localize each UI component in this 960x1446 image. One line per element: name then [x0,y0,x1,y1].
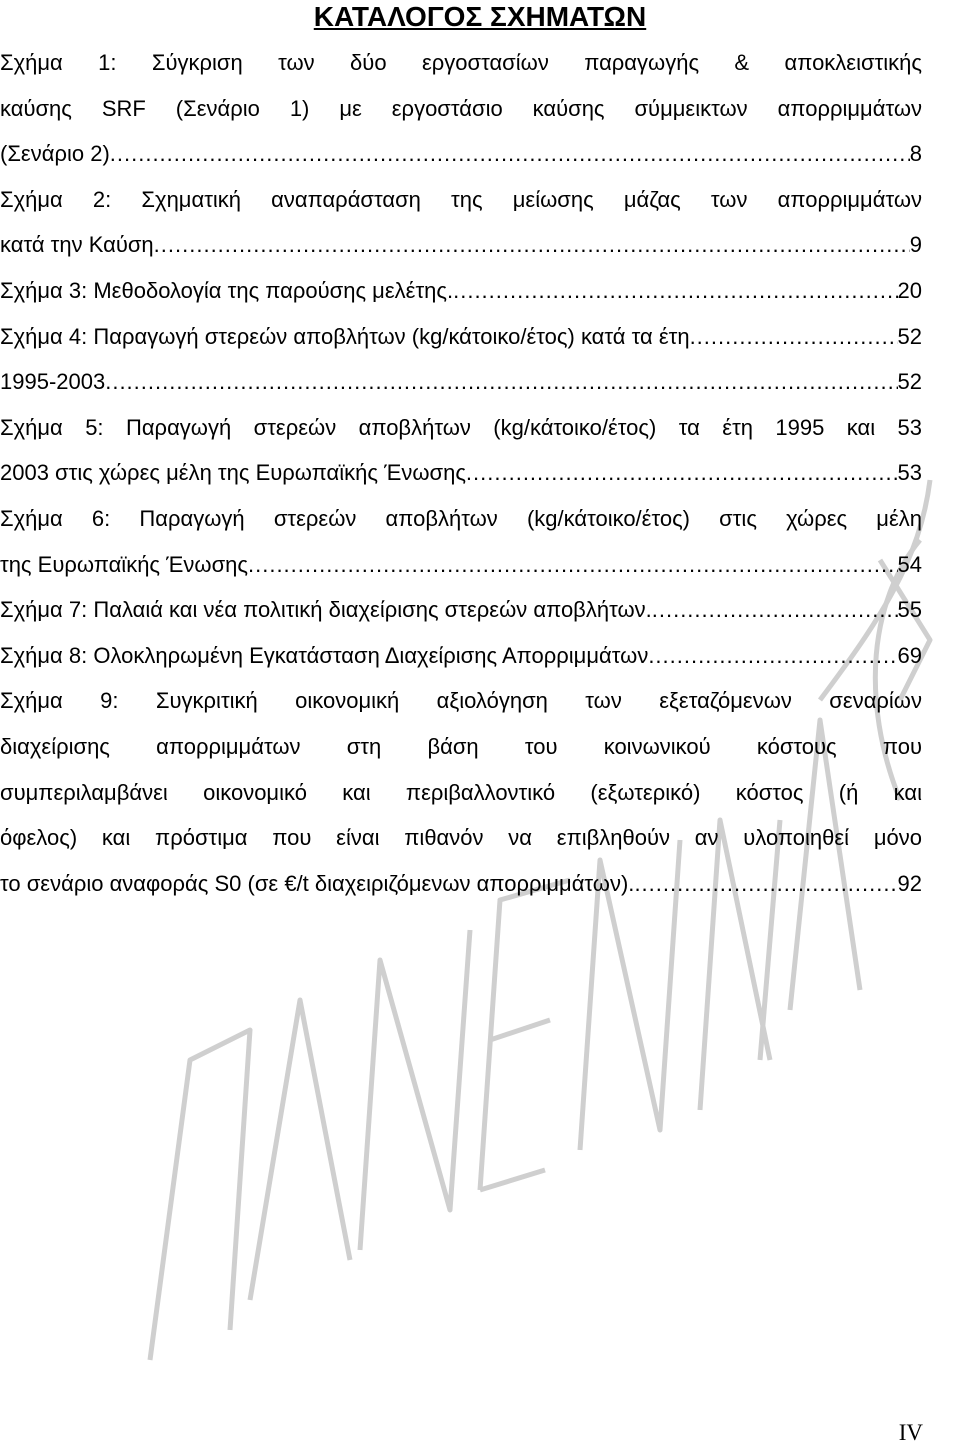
toc-page-number: 20 [897,277,922,303]
toc-entry-line: συμπεριλαμβάνει οικονομικό και περιβαλλοντικό (εξωτερικό) κόστος (ή και [0,779,922,805]
page-number: IV [898,1420,923,1445]
toc-page-number: 52 [897,369,922,395]
toc-entry-line: όφελος) και πρόστιμα που είναι πιθανόν να επιβληθούν αν υλοποιηθεί μόνο [0,825,922,851]
toc-entry-line: καύσης SRF (Σενάριο 1) με εργοστάσιο καύσης σύμμεικτων απορριμμάτων [0,95,922,121]
toc-entry[interactable] [0,177,922,268]
toc-entry-final-line [0,131,922,177]
toc-page-number: 92 [897,870,922,896]
toc-entry-line: διαχείρισης απορριμμάτων στη βάση του κοινωνικού κόστους που [0,733,922,759]
toc-entry[interactable] [0,496,922,587]
dot-leader [634,861,897,907]
toc-entry-final-line [0,450,922,496]
toc-page-number: 55 [897,597,922,623]
toc-page-number: 52 [897,323,922,349]
toc-entry[interactable] [0,587,922,633]
page-title: ΚΑΤΑΛΟΓΟΣ ΣΧΗΜΑΤΩΝ [313,1,647,32]
toc-entry-final-line [0,587,922,633]
toc-entry[interactable] [0,314,922,360]
toc-entry-line: Σχήμα 9: Συγκριτική οικονομική αξιολόγηση των εξεταζόμενων σεναρίων [0,688,922,714]
toc-entry[interactable] [0,405,922,496]
toc-entry[interactable] [0,40,922,177]
toc-entry[interactable] [0,359,922,405]
toc-entry-line: Σχήμα 1: Σύγκριση των δύο εργοστασίων παραγωγής & αποκλειστικής [0,50,922,75]
toc-page-number: 8 [909,141,922,167]
toc-page-number: 9 [909,232,922,258]
toc-page-number: 53 [897,460,922,486]
toc-page-number: 69 [897,642,922,668]
toc-entry-text: Σχήμα 3: Μεθοδολογία της παρούσης μελέτης. [0,277,454,303]
dot-leader [466,450,898,496]
toc-entry[interactable] [0,633,922,679]
toc-entry[interactable] [0,678,922,906]
dot-leader [248,542,898,588]
toc-entry-final-line [0,314,922,360]
dot-leader [105,359,897,405]
dot-leader [453,268,897,314]
dot-leader [154,222,910,268]
dot-leader [110,131,910,177]
toc-entry[interactable] [0,268,922,314]
toc-entry-line: Σχήμα 5: Παραγωγή στερεών αποβλήτων (kg/κάτοικο/έτος) τα έτη 1995 και 53 [0,414,922,440]
toc-entry-line: Σχήμα 2: Σχηματική αναπαράσταση της μείωσης μάζας των απορριμμάτων [0,186,922,212]
dot-leader [690,314,898,360]
toc-entry-text: κατά την Καύση [0,232,154,258]
toc-entry-final-line [0,633,922,679]
toc-entry-final-line [0,861,922,907]
toc-entry-final-line [0,359,922,405]
toc-page-number: 54 [897,551,922,577]
toc-entry-final-line [0,542,922,588]
toc-entry-text: 2003 στις χώρες μέλη της Ευρωπαϊκής Ένωσης [0,460,466,486]
toc-entry-text: Σχήμα 7: Παλαιά και νέα πολιτική διαχείρισης στερεών αποβλήτων. [0,597,652,623]
toc-entry-text: της Ευρωπαϊκής Ένωσης [0,551,248,577]
figure-list [0,40,922,906]
toc-entry-line: Σχήμα 6: Παραγωγή στερεών αποβλήτων (kg/κάτοικο/έτος) στις χώρες μέλη [0,505,922,531]
toc-entry-text: Σχήμα 4: Παραγωγή στερεών αποβλήτων (kg/κάτοικο/έτος) κατά τα έτη [0,323,690,349]
toc-entry-text: το σενάριο αναφοράς S0 (σε €/t διαχειριζόμενων απορριμμάτων). [0,870,635,896]
toc-entry-text: 1995-2003 [0,369,106,395]
toc-entry-final-line [0,268,922,314]
toc-entry-final-line [0,222,922,268]
dot-leader [652,587,898,633]
dot-leader [648,633,897,679]
toc-entry-text: Σχήμα 8: Ολοκληρωμένη Εγκατάσταση Διαχείρισης Απορριμμάτων [0,642,649,668]
toc-entry-text: (Σενάριο 2) [0,141,110,167]
